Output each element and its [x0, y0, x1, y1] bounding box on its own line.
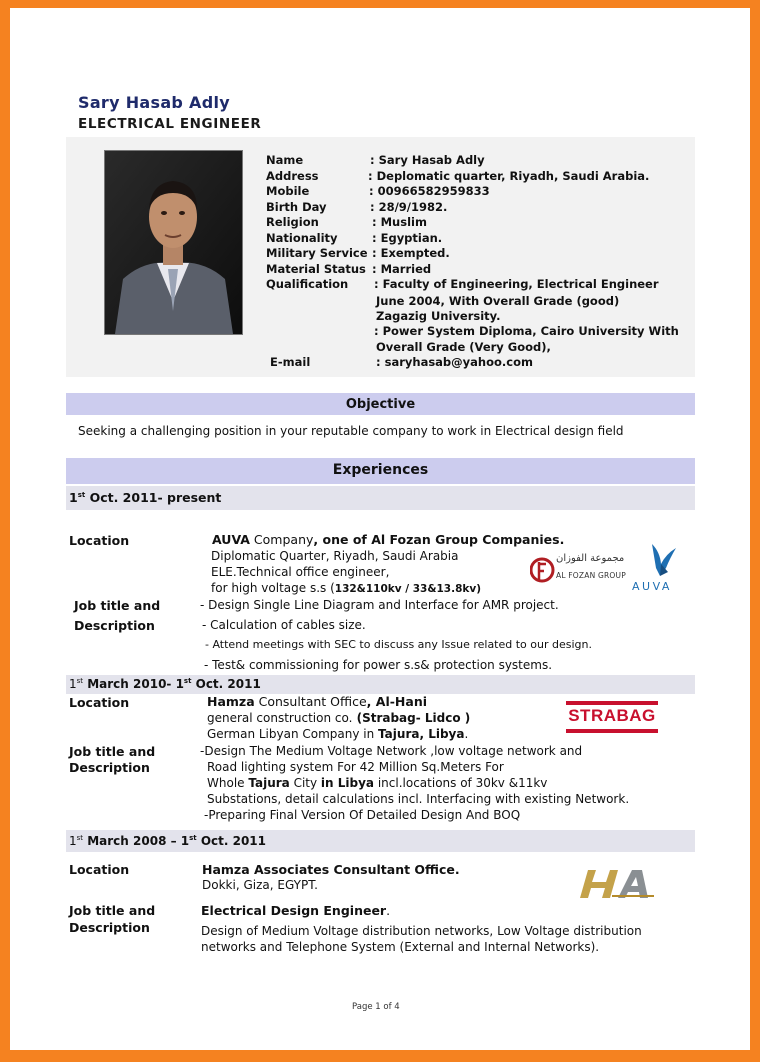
exp3-desc: Design of Medium Voltage distribution networks, Low Voltage distribution: [201, 924, 642, 938]
exp1-location-label: Location: [69, 533, 130, 548]
exp1-duty: - Calculation of cables size.: [202, 618, 366, 632]
exp3-role: Electrical Design Engineer.: [201, 903, 391, 918]
exp1-desc-label: Description: [74, 618, 155, 633]
exp2-line: German Libyan Company in Tajura, Libya.: [207, 727, 469, 741]
info-label: Nationality: [266, 231, 338, 245]
info-value: : 00966582959833: [369, 184, 490, 198]
exp1-line: ELE.Technical office engineer,: [211, 565, 390, 579]
exp1-duty: - Test& commissioning for power s.s& protection systems.: [204, 658, 553, 672]
exp2-desc: -Design The Medium Voltage Network ,low voltage network and: [200, 744, 583, 758]
info-value: : 28/9/1982.: [370, 200, 448, 214]
exp3-company: Hamza Associates Consultant Office.: [202, 862, 460, 877]
email-label: E-mail: [270, 355, 311, 369]
info-label: Address: [266, 169, 319, 183]
info-value: : Exempted.: [372, 246, 450, 260]
exp1-duty: - Design Single Line Diagram and Interface for AMR project.: [200, 598, 559, 612]
exp3-location-label: Location: [69, 862, 130, 877]
strabag-logo: STRABAG: [566, 701, 658, 735]
auva-logo: AUVA: [630, 538, 694, 594]
info-value: : Egyptian.: [372, 231, 443, 245]
exp2-job-label: Job title and: [69, 744, 156, 759]
exp2-desc: -Preparing Final Version Of Detailed Design And BOQ: [204, 808, 521, 822]
objective-heading: Objective: [345, 397, 416, 412]
alfozan-logo: مجموعة الفوزان AL FOZAN GROUP: [530, 550, 622, 590]
info-label: Mobile: [266, 184, 310, 198]
exp3-desc-label: Description: [69, 920, 150, 935]
exp2-line: general construction co. (Strabag- Lidco ): [207, 711, 471, 725]
exp1-job-label: Job title and: [74, 598, 161, 613]
resume-title: ELECTRICAL ENGINEER: [78, 116, 262, 132]
exp1-duty: - Attend meetings with SEC to discuss any Issue related to our design.: [205, 638, 592, 651]
experiences-heading: Experiences: [332, 462, 429, 478]
info-label: Qualification: [266, 277, 349, 291]
email-value: : saryhasab@yahoo.com: [376, 355, 533, 369]
exp1-line: Diplomatic Quarter, Riyadh, Saudi Arabia: [211, 549, 459, 563]
resume-name: Sary Hasab Adly: [78, 93, 230, 112]
info-label: Religion: [266, 215, 319, 229]
qualification-line: June 2004, With Overall Grade (good): [376, 294, 620, 308]
info-value: : Sary Hasab Adly: [370, 153, 485, 167]
exp2-company: Hamza Consultant Office, Al-Hani: [207, 694, 427, 709]
objective-text: Seeking a challenging position in your reputable company to work in Electrical design field: [78, 424, 624, 438]
exp3-date: 1st March 2008 – 1st Oct. 2011: [69, 834, 267, 848]
page-number: Page 1 of 4: [352, 1002, 400, 1012]
qualification-line: Overall Grade (Very Good),: [376, 340, 551, 354]
exp3-address: Dokki, Giza, EGYPT.: [202, 878, 318, 892]
info-value: : Faculty of Engineering, Electrical Engineer: [374, 277, 659, 291]
info-label: Military Service: [266, 246, 368, 260]
info-value: : Muslim: [372, 215, 427, 229]
exp1-date: 1st Oct. 2011- present: [69, 490, 222, 505]
info-label: Birth Day: [266, 200, 327, 214]
info-value: : Deplomatic quarter, Riyadh, Saudi Arabia.: [368, 169, 650, 183]
exp2-date: 1st March 2010- 1st Oct. 2011: [69, 677, 261, 691]
info-value: : Married: [372, 262, 432, 276]
profile-photo: [104, 150, 243, 335]
hamza-associates-logo: [578, 866, 656, 900]
exp2-desc: Whole Tajura City in Libya incl.locations of 30kv &11kv: [207, 776, 548, 790]
info-label: Material Status: [266, 262, 366, 276]
exp2-desc-label: Description: [69, 760, 150, 775]
exp2-location-label: Location: [69, 695, 130, 710]
info-label: Name: [266, 153, 304, 167]
exp1-voltage: for high voltage s.s (132&110kv / 33&13.8kv): [211, 581, 482, 595]
exp3-desc: networks and Telephone System (External and Internal Networks).: [201, 940, 600, 954]
exp1-company: AUVA Company, one of Al Fozan Group Companies.: [212, 532, 565, 547]
qualification-line: : Power System Diploma, Cairo University With: [374, 324, 679, 338]
qualification-line: Zagazig University.: [376, 309, 501, 323]
exp3-job-label: Job title and: [69, 903, 156, 918]
exp2-desc: Road lighting system For 42 Million Sq.Meters For: [207, 760, 504, 774]
exp2-desc: Substations, detail calculations incl. Interfacing with existing Network.: [207, 792, 630, 806]
